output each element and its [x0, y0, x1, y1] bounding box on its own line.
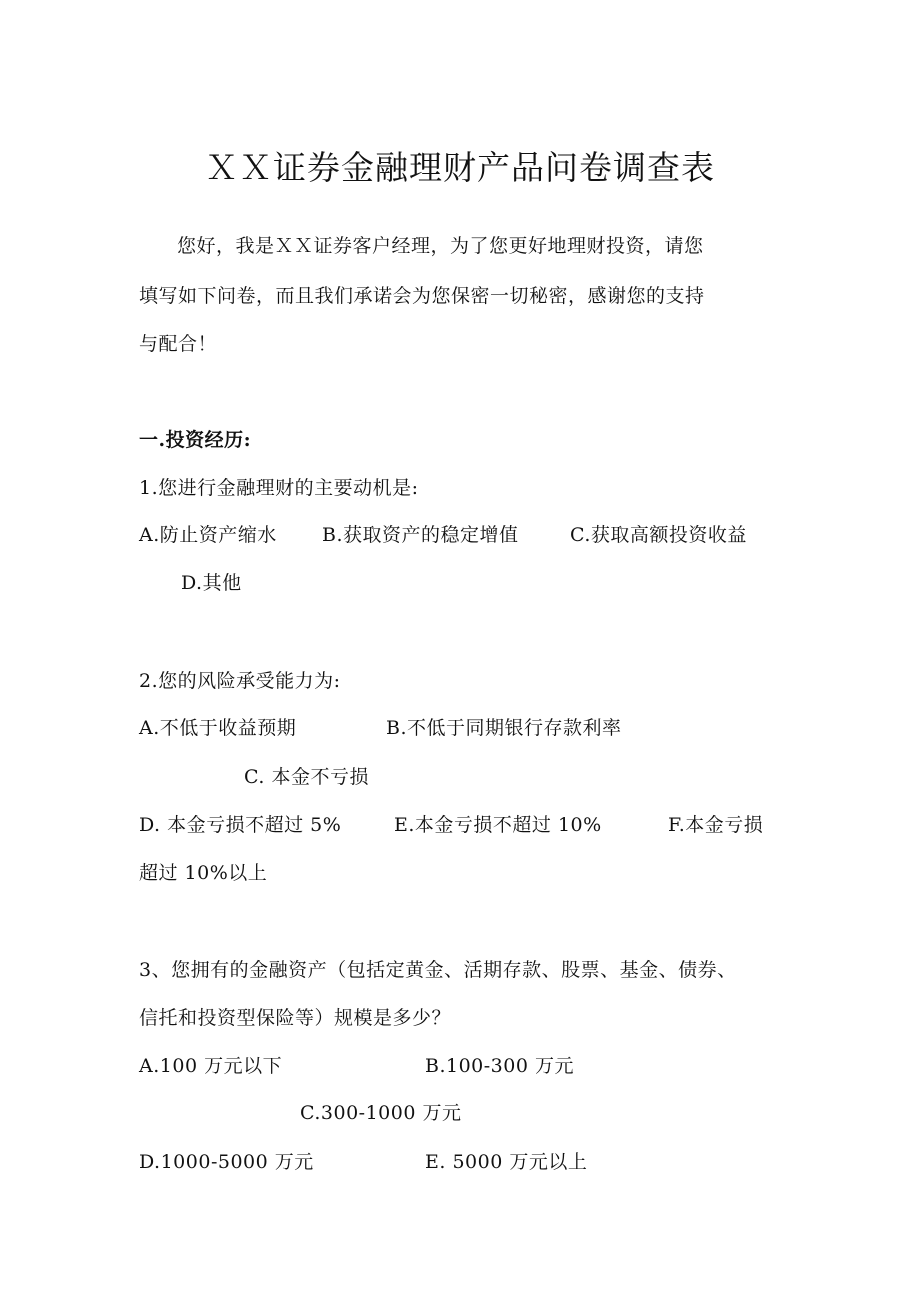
q3-option-b: B.100-300 万元	[425, 1055, 574, 1077]
intro-line-1: 您好，我是ＸＸ证券客户经理，为了您更好地理财投资，请您	[177, 235, 704, 257]
q3-option-a: A.100 万元以下	[139, 1055, 283, 1077]
q2-option-d: D. 本金亏损不超过 5%	[139, 814, 342, 836]
q1-option-b: B.获取资产的稳定增值	[322, 524, 519, 546]
q2-option-f: F.本金亏损	[668, 814, 764, 836]
q2-option-c: C. 本金不亏损	[244, 766, 369, 788]
q1-option-a: A.防止资产缩水	[139, 524, 277, 546]
question-1: 1.您进行金融理财的主要动机是:	[139, 477, 419, 499]
section-heading-investment-experience: 一.投资经历:	[139, 429, 252, 451]
q3-option-d: D.1000-5000 万元	[139, 1151, 314, 1173]
question-3-line-2: 信托和投资型保险等）规模是多少？	[139, 1007, 452, 1029]
q1-option-d: D.其他	[181, 572, 242, 594]
q3-option-e: E. 5000 万元以上	[425, 1151, 588, 1173]
q2-option-e: E.本金亏损不超过 10%	[394, 814, 602, 836]
q2-option-f-continued: 超过 10%以上	[139, 862, 268, 884]
intro-line-3: 与配合！	[139, 333, 218, 355]
q2-option-b: B.不低于同期银行存款利率	[386, 717, 622, 739]
question-2: 2.您的风险承受能力为:	[139, 670, 341, 692]
q1-option-c: C.获取高额投资收益	[570, 524, 747, 546]
question-3-line-1: 3、您拥有的金融资产（包括定黄金、活期存款、股票、基金、债券、	[139, 959, 737, 981]
intro-line-2: 填写如下问卷，而且我们承诺会为您保密一切秘密，感谢您的支持	[139, 285, 705, 307]
q3-option-c: C.300-1000 万元	[300, 1102, 462, 1124]
q2-option-a: A.不低于收益预期	[139, 717, 297, 739]
page-title: ＸＸ证券金融理财产品问卷调查表	[205, 148, 715, 187]
